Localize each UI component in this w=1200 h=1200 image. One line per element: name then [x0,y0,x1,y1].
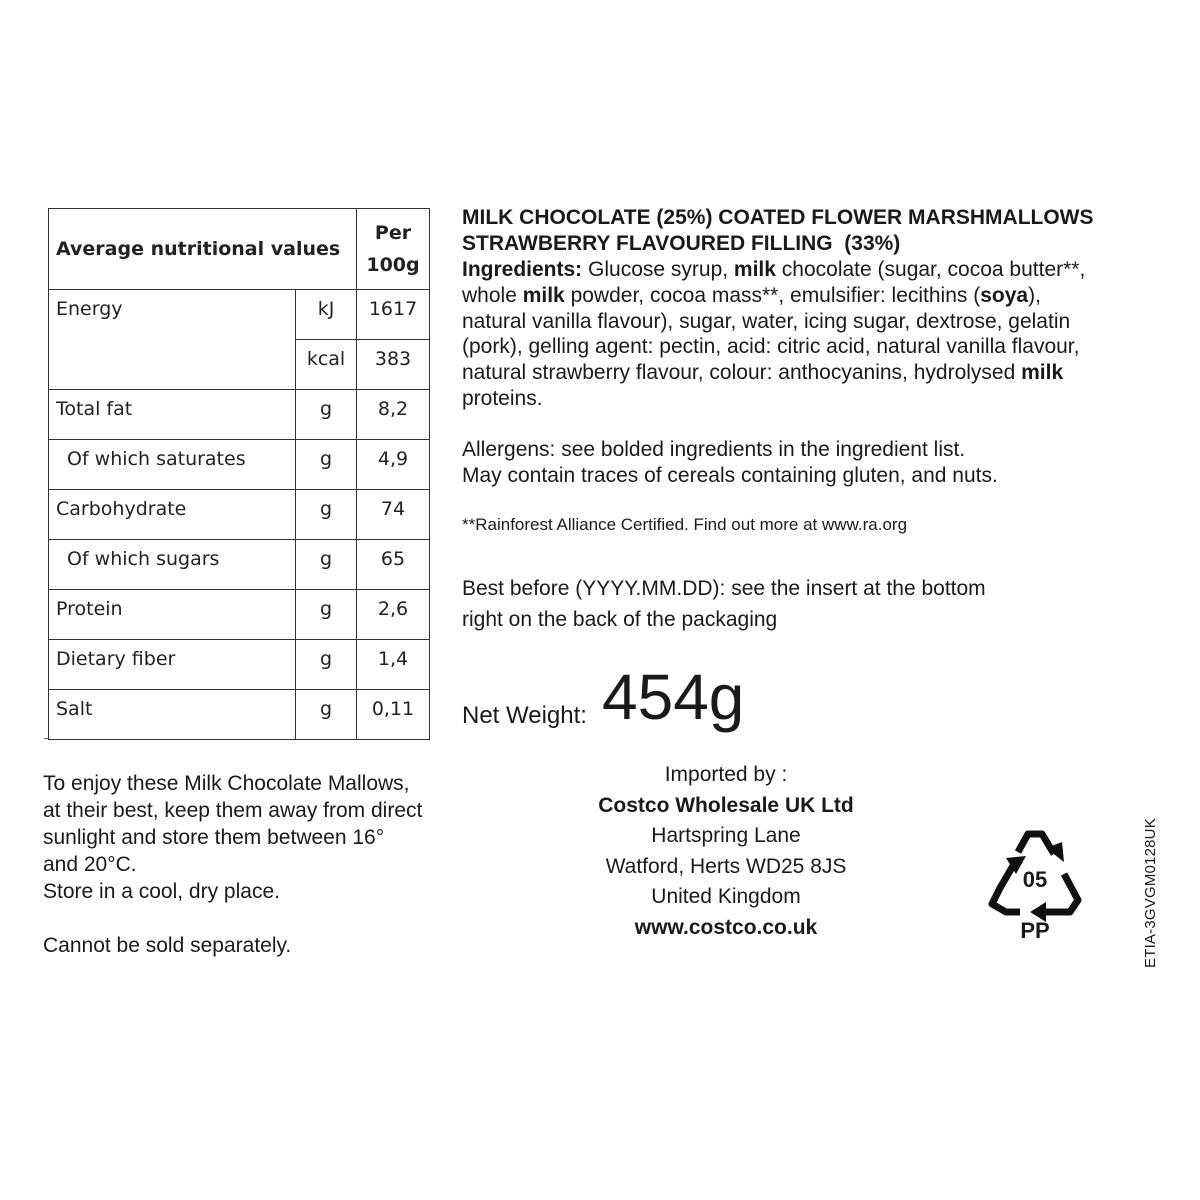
storage-line: at their best, keep them away from direct [43,799,423,822]
recycle-material: PP [1020,918,1050,943]
ingredients-text: Glucose syrup, [582,258,734,281]
importer-city: Watford, Herts WD25 8JS [605,854,847,878]
nutrient-name: Salt [49,690,296,740]
energy-unit-kcal: kcal [296,340,357,390]
ingredients-line [462,257,1182,283]
net-weight-label: Net Weight: [462,702,587,729]
nutrient-unit: g [296,590,357,640]
nutrition-header-per [357,209,430,290]
ingredients-line: natural vanilla flavour), sugar, water, icing sugar, dextrose, gelatin [462,309,1071,333]
nutrition-table [48,208,430,740]
table-row [49,590,430,640]
nutrient-name: Total fat [49,390,296,440]
allergens-block [462,437,1182,489]
importer-company: Costco Wholesale UK Ltd [598,793,854,817]
ingredients-text: chocolate (sugar, cocoa butter**, [775,258,1086,281]
nutrient-name: Of which saturates [49,440,296,490]
table-row [49,690,430,740]
ingredients-line [462,283,1182,309]
recycle-mark [984,822,1086,946]
product-title [462,205,1182,257]
product-title-line: MILK CHOCOLATE (25%) COATED FLOWER MARSHMALLOWS [462,206,1094,229]
nutrient-unit: g [296,690,357,740]
nutrient-value: 74 [357,490,430,540]
storage-line: Store in a cool, dry place. [43,880,280,903]
storage-line: and 20°C. [43,853,137,876]
nutrient-value: 2,6 [357,590,430,640]
ingredients-label: Ingredients: [462,258,583,281]
table-row [49,490,430,540]
storage-line: sunlight and store them between 16° [43,826,385,849]
per-amount: 100g [366,254,420,276]
ingredients-text: natural strawberry flavour, colour: anthocyanins, hydrolysed [462,361,1022,385]
allergen-text: soya [980,283,1029,307]
importer-block [566,760,886,944]
nutrient-name: Of which sugars [49,540,296,590]
nutrient-unit: g [296,490,357,540]
nutrient-value: 65 [357,540,430,590]
energy-label: Energy [49,290,296,390]
ingredients-line [462,360,1182,386]
nutrient-name: Dietary fiber [49,640,296,690]
sale-note: Cannot be sold separately. [43,934,292,957]
nutrient-name: Carbohydrate [49,490,296,540]
nutrient-unit: g [296,640,357,690]
allergen-text: milk [522,283,565,307]
nutrient-value: 1,4 [357,640,430,690]
ingredients-block [462,257,1182,412]
product-code: ETIA-3GVGM0128UK [1142,818,1159,968]
nutrient-unit: g [296,440,357,490]
ingredients-text: whole [462,283,523,307]
allergens-line: May contain traces of cereals containing gluten, and nuts. [462,464,998,487]
storage-line: To enjoy these Milk Chocolate Mallows, [43,772,410,795]
allergen-text: milk [1021,361,1064,385]
recycle-code: 05 [1022,867,1048,892]
nutrient-value: 0,11 [357,690,430,740]
best-before-line: right on the back of the packaging [462,608,778,631]
table-corner-mark [44,738,48,739]
per-label: Per [374,222,412,244]
nutrient-name: Protein [49,590,296,640]
table-row [49,640,430,690]
best-before-line: Best before (YYYY.MM.DD): see the insert at the bottom [462,577,986,600]
importer-label: Imported by : [664,763,788,786]
product-title-line: STRAWBERRY FLAVOURED FILLING (33%) [462,232,901,255]
nutrient-unit: g [296,390,357,440]
table-row [49,540,430,590]
ingredients-line: proteins. [462,386,543,410]
nutrient-value: 4,9 [357,440,430,490]
storage-instructions [43,770,503,959]
allergen-text: milk [733,258,776,281]
importer-country: United Kingdom [651,885,801,909]
best-before-block [462,573,1082,635]
importer-website: www.costco.co.uk [634,915,818,939]
ingredients-text: ), [1028,283,1041,307]
ingredients-line: (pork), gelling agent: pectin, acid: citric acid, natural vanilla flavour, [462,335,1080,359]
nutrient-unit: g [296,540,357,590]
nutrient-value: 8,2 [357,390,430,440]
table-row [49,440,430,490]
net-weight-value: 454g [602,661,745,733]
rainforest-note: **Rainforest Alliance Certified. Find out more at www.ra.org [462,515,908,534]
nutrition-header-title: Average nutritional values [49,209,357,290]
table-row [49,390,430,440]
ingredients-text: powder, cocoa mass**, emulsifier: lecithins ( [564,283,981,307]
energy-value-kcal: 383 [357,340,430,390]
importer-street: Hartspring Lane [651,824,801,848]
energy-value-kj: 1617 [357,290,430,340]
allergens-line: Allergens: see bolded ingredients in the ingredient list. [462,438,966,461]
energy-unit-kj: kJ [296,290,357,340]
